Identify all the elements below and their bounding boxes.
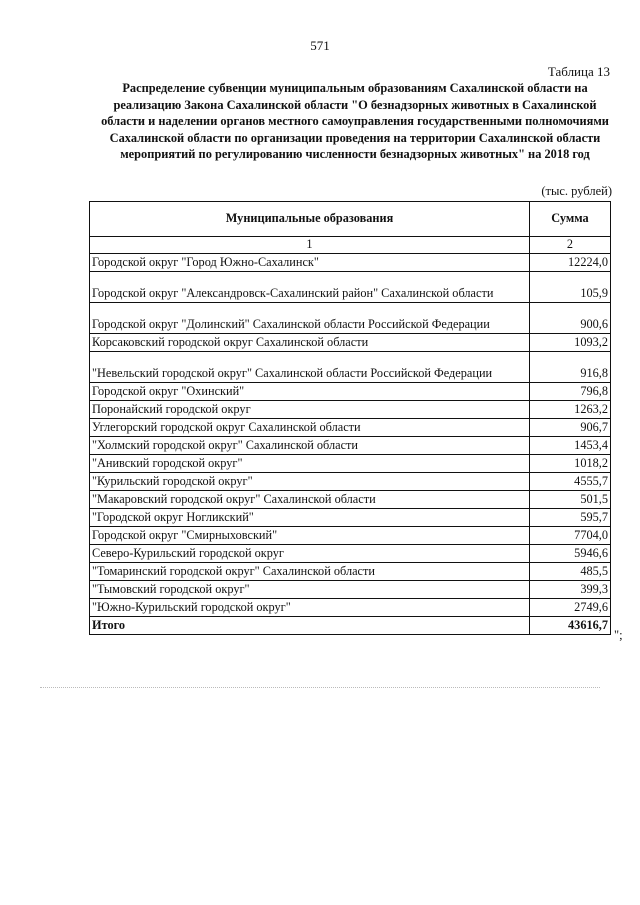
units-label: (тыс. рублей) <box>541 184 612 198</box>
municipality-name: Городской округ "Охинский" <box>90 382 530 400</box>
header-amount: Сумма <box>530 202 611 237</box>
table-row <box>90 253 611 271</box>
municipality-name: "Холмский городской округ" Сахалинской области <box>90 436 530 454</box>
amount-value: 900,6 <box>530 302 611 333</box>
table-row <box>90 333 611 351</box>
closing-quote-mark: "; <box>614 628 623 642</box>
page-number: 571 <box>310 38 330 53</box>
amount-value: 1018,2 <box>530 454 611 472</box>
amount-value: 4555,7 <box>530 472 611 490</box>
municipality-name: Городской округ "Город Южно-Сахалинск" <box>90 253 530 271</box>
municipality-name: "Курильский городской округ" <box>90 472 530 490</box>
amount-value: 595,7 <box>530 508 611 526</box>
table-row <box>90 598 611 616</box>
table-row <box>90 400 611 418</box>
table-label: Таблица 13 <box>547 64 610 79</box>
amount-value: 1263,2 <box>530 400 611 418</box>
table-row <box>90 562 611 580</box>
column-index-2: 2 <box>530 237 611 254</box>
municipality-name: "Макаровский городской округ" Сахалинской области <box>90 490 530 508</box>
amount-value: 12224,0 <box>530 253 611 271</box>
table-row <box>90 526 611 544</box>
amount-value: 5946,6 <box>530 544 611 562</box>
table-row <box>90 508 611 526</box>
table-row <box>90 382 611 400</box>
municipality-name: Углегорский городской округ Сахалинской области <box>90 418 530 436</box>
total-value: 43616,7 <box>530 616 611 634</box>
table-row <box>90 436 611 454</box>
amount-value: 105,9 <box>530 271 611 302</box>
header-row <box>90 202 611 237</box>
municipality-name: Поронайский городской округ <box>90 400 530 418</box>
table-row <box>90 490 611 508</box>
municipality-name: "Южно-Курильский городской округ" <box>90 598 530 616</box>
table-row <box>90 271 611 302</box>
column-index-row <box>90 237 611 254</box>
table-row <box>90 351 611 382</box>
municipality-name: Городской округ "Долинский" Сахалинской области Российской Федерации <box>90 302 530 333</box>
dotted-artifact-line <box>40 687 600 688</box>
municipality-name: Северо-Курильский городской округ <box>90 544 530 562</box>
table-row <box>90 302 611 333</box>
total-row <box>90 616 611 634</box>
table-row <box>90 544 611 562</box>
municipality-name: Корсаковский городской округ Сахалинской области <box>90 333 530 351</box>
amount-value: 796,8 <box>530 382 611 400</box>
document-title: Распределение субвенции муниципальным образованиям Сахалинской области на реализацию Закона Сахалинской области "О безнадзорных животных в Сахалинской области и наделении органов местного самоуправления государственными полномочиями Сахалинской области по организации проведения на территории Сахалинской области мероприятий по регулированию численности безнадзорных животных" на 2018 год <box>101 81 609 161</box>
amount-value: 501,5 <box>530 490 611 508</box>
table-row <box>90 418 611 436</box>
municipality-name: "Невельский городской округ" Сахалинской области Российской Федерации <box>90 351 530 382</box>
municipality-name: "Тымовский городской округ" <box>90 580 530 598</box>
table-row <box>90 580 611 598</box>
amount-value: 1093,2 <box>530 333 611 351</box>
header-municipalities: Муниципальные образования <box>90 202 530 237</box>
amount-value: 906,7 <box>530 418 611 436</box>
municipality-name: Городской округ "Александровск-Сахалинский район" Сахалинской области <box>90 271 530 302</box>
subvention-table <box>89 201 611 635</box>
amount-value: 1453,4 <box>530 436 611 454</box>
amount-value: 485,5 <box>530 562 611 580</box>
amount-value: 7704,0 <box>530 526 611 544</box>
amount-value: 399,3 <box>530 580 611 598</box>
table-row <box>90 472 611 490</box>
total-label: Итого <box>90 616 530 634</box>
amount-value: 916,8 <box>530 351 611 382</box>
table-row <box>90 454 611 472</box>
municipality-name: Городской округ "Смирныховский" <box>90 526 530 544</box>
column-index-1: 1 <box>90 237 530 254</box>
municipality-name: "Томаринский городской округ" Сахалинской области <box>90 562 530 580</box>
municipality-name: "Городской округ Ногликский" <box>90 508 530 526</box>
amount-value: 2749,6 <box>530 598 611 616</box>
municipality-name: "Анивский городской округ" <box>90 454 530 472</box>
